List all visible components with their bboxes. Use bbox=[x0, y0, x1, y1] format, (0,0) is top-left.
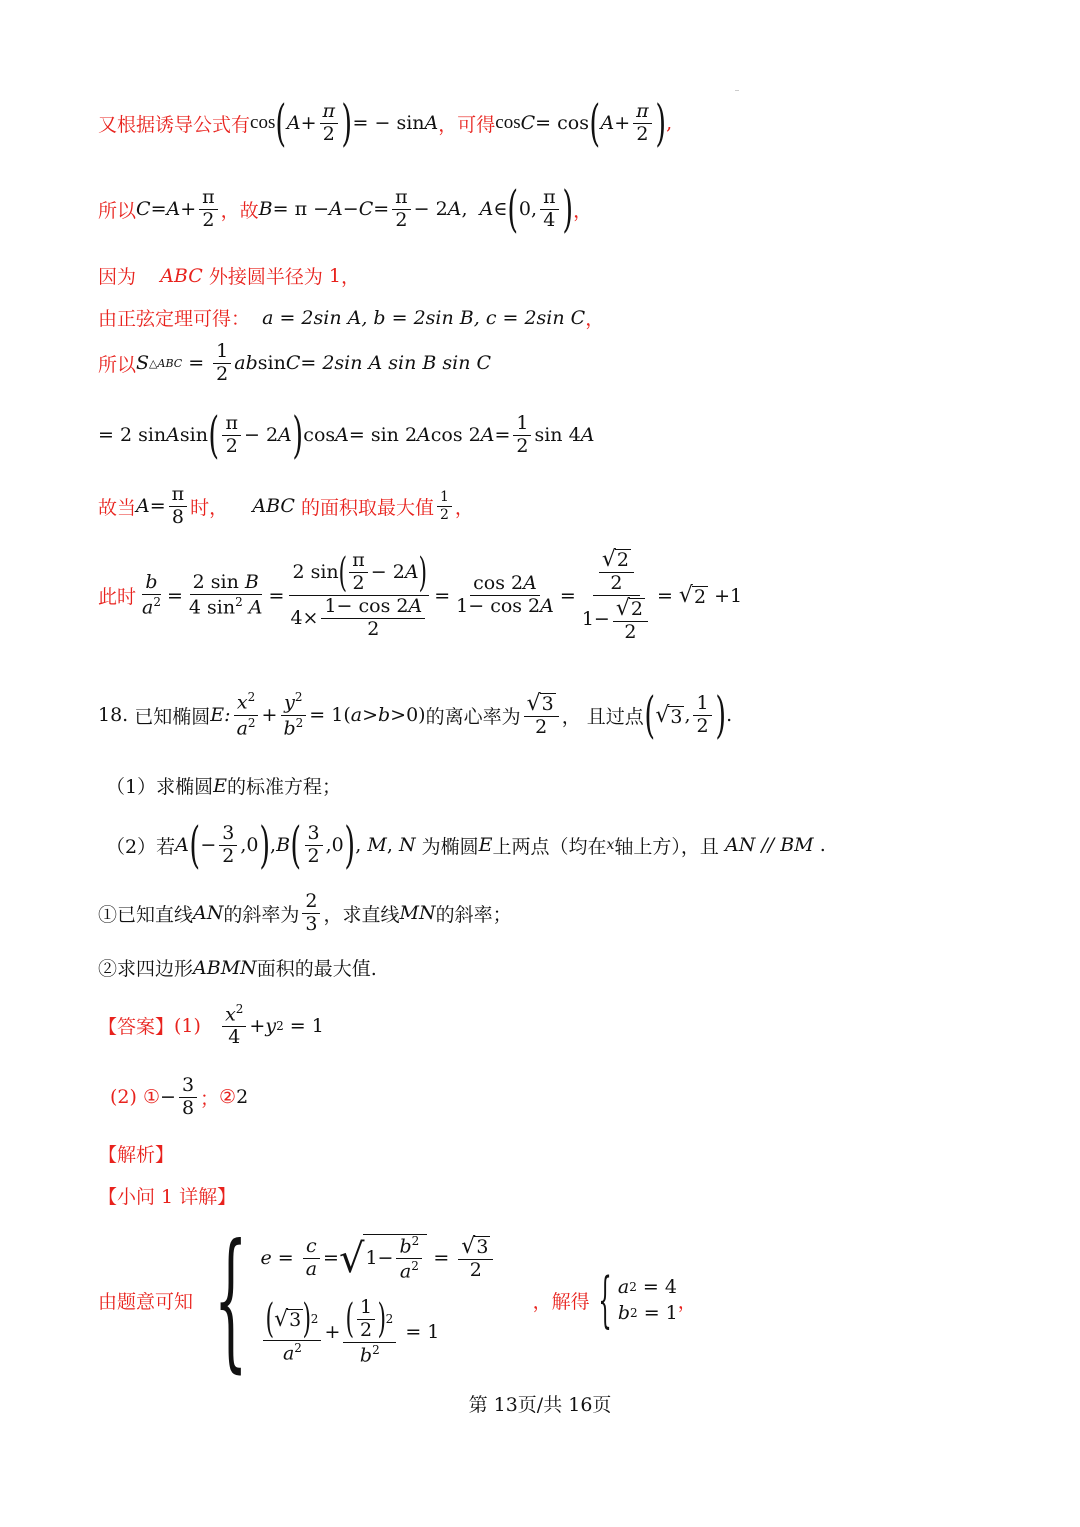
question-18-part-2: （2）若 A ( − $\frac{3}{2}$ ,0 ) , B ( $\frac{3}{2}$ ,0 ) , M , N 为椭圆 E 上两点（均在 x 轴上方），且 AN // BM . bbox=[106, 816, 826, 874]
text-sub1: ①已知直线 bbox=[98, 903, 194, 926]
text-slope: 的斜率为 bbox=[223, 903, 300, 926]
sub1-title: 【小问 1 详解】 bbox=[98, 1186, 237, 1208]
text-induction: 又根据诱导公式有 bbox=[98, 113, 251, 136]
page-footer: 第 13页/共 16页 bbox=[468, 1394, 612, 1416]
formula-area: = 2sin A sin B sin C bbox=[300, 352, 492, 375]
line-max-area: 故当 A = $\frac{\pi}{8}$ 时， ABC 的面积取最大值 $\frac{1}{2}$ ， bbox=[98, 483, 474, 528]
text-solve: ，解得 bbox=[532, 1290, 590, 1313]
text-suoyi: 所以 bbox=[98, 199, 137, 222]
text-gudang: 故当 bbox=[98, 496, 137, 519]
triangle-abc: ABC bbox=[252, 495, 295, 518]
answer-p1: (1) bbox=[174, 1014, 201, 1037]
parallel-condition: AN // BM bbox=[724, 834, 814, 856]
x-axis-label: x bbox=[606, 837, 615, 853]
text-kede: 可得 bbox=[457, 113, 496, 136]
comma: ， bbox=[561, 705, 581, 728]
line-ratio: 此时 $\frac{b}{a^2}$ = $\frac{\text{2 sin B}}{4 \sin^2 A}$ = 2 sin ( $\frac{\pi}{2}$ − 2 A ) 4× $\frac{1- \cos 2A}{2}$ = $\frac{\cos 2A}{1- \cos 2A}$ = √ 2 2 1− √ 2 2 = √ 2 +1 bbox=[98, 547, 743, 644]
line-area-formula: 所以 S △ABC = $\frac{1}{2}$ ab sin C = 2sin A sin B sin C bbox=[98, 340, 492, 385]
comma: ， bbox=[438, 113, 458, 136]
solution-system: 由题意可知 { e = $\frac{c}{a}$ = √ 1− $\frac{b^2}{a^2}$ = √ 3 2 ( √ 3 ) 2 $a^2$ + ( $\frac{1}{2}$ ) 2 $b^2$ = 1 ，解得 { a 2 = 4 b 2 = 1 ， bbox=[98, 1213, 697, 1387]
text-shi: 时， bbox=[190, 496, 229, 519]
text-cishi: 此时 bbox=[98, 586, 137, 609]
text-find-mn: ，求直线 bbox=[323, 903, 400, 926]
text-radius: 外接圆半径为 bbox=[208, 266, 323, 288]
text-max-area: 的面积取最大值 bbox=[300, 496, 434, 519]
text-on-ellipse: 为椭圆 bbox=[421, 835, 479, 858]
formula-sides: a = 2sin A, b = 2sin B, c = 2sin C bbox=[262, 306, 586, 329]
text-two-points: 上两点（均在 bbox=[492, 835, 607, 858]
text-part2: （2）若 bbox=[106, 835, 176, 858]
circle-2: ② bbox=[219, 1086, 237, 1109]
text-sine-law: 由正弦定理可得： bbox=[98, 308, 251, 330]
answer-part-2: (2) ① − $\frac{3}{8}$ ； ② 2 bbox=[110, 1074, 249, 1119]
text-above-axis: 轴上方），且 bbox=[614, 835, 719, 858]
answer-p2: (2) bbox=[110, 1086, 137, 1109]
ellipse-name: E bbox=[478, 834, 493, 856]
question-18-sub-2 bbox=[98, 954, 377, 981]
line-mn: MN bbox=[399, 902, 436, 925]
value-radius: 1 bbox=[328, 264, 341, 287]
comma: ， bbox=[340, 266, 360, 288]
question-18-part-1 bbox=[106, 772, 341, 799]
text-slope-of: 的斜率； bbox=[435, 903, 512, 926]
line-induction-formula: 又根据诱导公式有 cos ( A + $\frac{\pi}{2}$ ) = − sin A ， 可得 cos C = cos ( A + $\frac{\pi}{2}$ ) , bbox=[98, 94, 673, 152]
period: . bbox=[819, 834, 826, 856]
text-yinwei: 因为 bbox=[98, 266, 137, 288]
comma: ， bbox=[677, 1290, 697, 1313]
text-passes: 且过点 bbox=[586, 705, 644, 728]
triangle-abc: ABC bbox=[160, 264, 203, 287]
text-gu: 故 bbox=[239, 199, 259, 222]
answer-value-2: 2 bbox=[236, 1086, 249, 1109]
text-suoyi: 所以 bbox=[98, 353, 137, 376]
line-angle-relations: 所以 C = A + $\frac{\pi}{2}$ ， 故 B = π − A − C = $\frac{\pi}{2}$ − 2 A , A ∈ ( 0, $\frac{\pi}{4}$ ) ， bbox=[98, 180, 593, 238]
comma: ， bbox=[220, 199, 240, 222]
line-circumradius bbox=[98, 262, 360, 289]
text-standard-eq: 的标准方程； bbox=[226, 776, 341, 798]
line-an: AN bbox=[193, 902, 224, 925]
subquestion-1-label bbox=[98, 1182, 236, 1209]
ellipse-name: E bbox=[213, 774, 227, 797]
text-from-problem: 由题意可知 bbox=[98, 1290, 194, 1313]
analysis-label bbox=[98, 1140, 174, 1167]
question-18-stem: 18. 已知椭圆 E: $\frac{x^2}{a^2}$ + $\frac{y^2}{b^2}$ = 1( a > b >0) 的离心率为 √ 3 2 ， 且过点 ( √ 3 , $\frac{1}{2}$ ) . bbox=[98, 686, 733, 744]
comma: ， bbox=[573, 199, 593, 222]
comma: ， bbox=[585, 308, 605, 330]
line-sine-law bbox=[98, 304, 604, 331]
question-number: 18. bbox=[98, 704, 129, 726]
answer-part-1: 【答案】 (1) $\frac{x^2}{4}$ + y 2 = 1 bbox=[98, 1002, 324, 1049]
text-sub2: ②求四边形 bbox=[98, 958, 194, 980]
answer-label: 【答案】 bbox=[98, 1016, 175, 1039]
analysis-title: 【解析】 bbox=[98, 1144, 175, 1166]
separator: ； bbox=[200, 1087, 220, 1110]
text-ellipse: 已知椭圆 bbox=[134, 705, 211, 728]
text-part1: （1）求椭圆 bbox=[106, 776, 214, 798]
scan-mark bbox=[735, 90, 739, 91]
line-area-simplify: = 2 sin A sin ( $\frac{\pi}{2}$ − 2 A ) cos A = sin 2 A cos 2 A = $\frac{1}{2}$ sin 4 A bbox=[98, 406, 595, 464]
ellipse-name: E: bbox=[210, 704, 231, 726]
text-eccentricity: 的离心率为 bbox=[425, 705, 521, 728]
quad-abmn: ABMN bbox=[193, 956, 257, 979]
equation-system: e = $\frac{c}{a}$ = √ 1− $\frac{b^2}{a^2}$ = √ 3 2 ( √ 3 ) 2 $a^2$ + ( $\frac{1}{2}$ ) 2 $b^2$ = 1 bbox=[260, 1228, 496, 1372]
solution-values: a 2 = 4 b 2 = 1 bbox=[617, 1276, 678, 1324]
circle-1: ① bbox=[142, 1086, 161, 1109]
text-max-area: 面积的最大值. bbox=[256, 958, 377, 980]
comma: ， bbox=[454, 496, 474, 519]
question-18-sub-1: ①已知直线 AN 的斜率为 $\frac{2}{3}$ ，求直线 MN 的斜率； bbox=[98, 890, 512, 935]
period: . bbox=[726, 704, 733, 726]
